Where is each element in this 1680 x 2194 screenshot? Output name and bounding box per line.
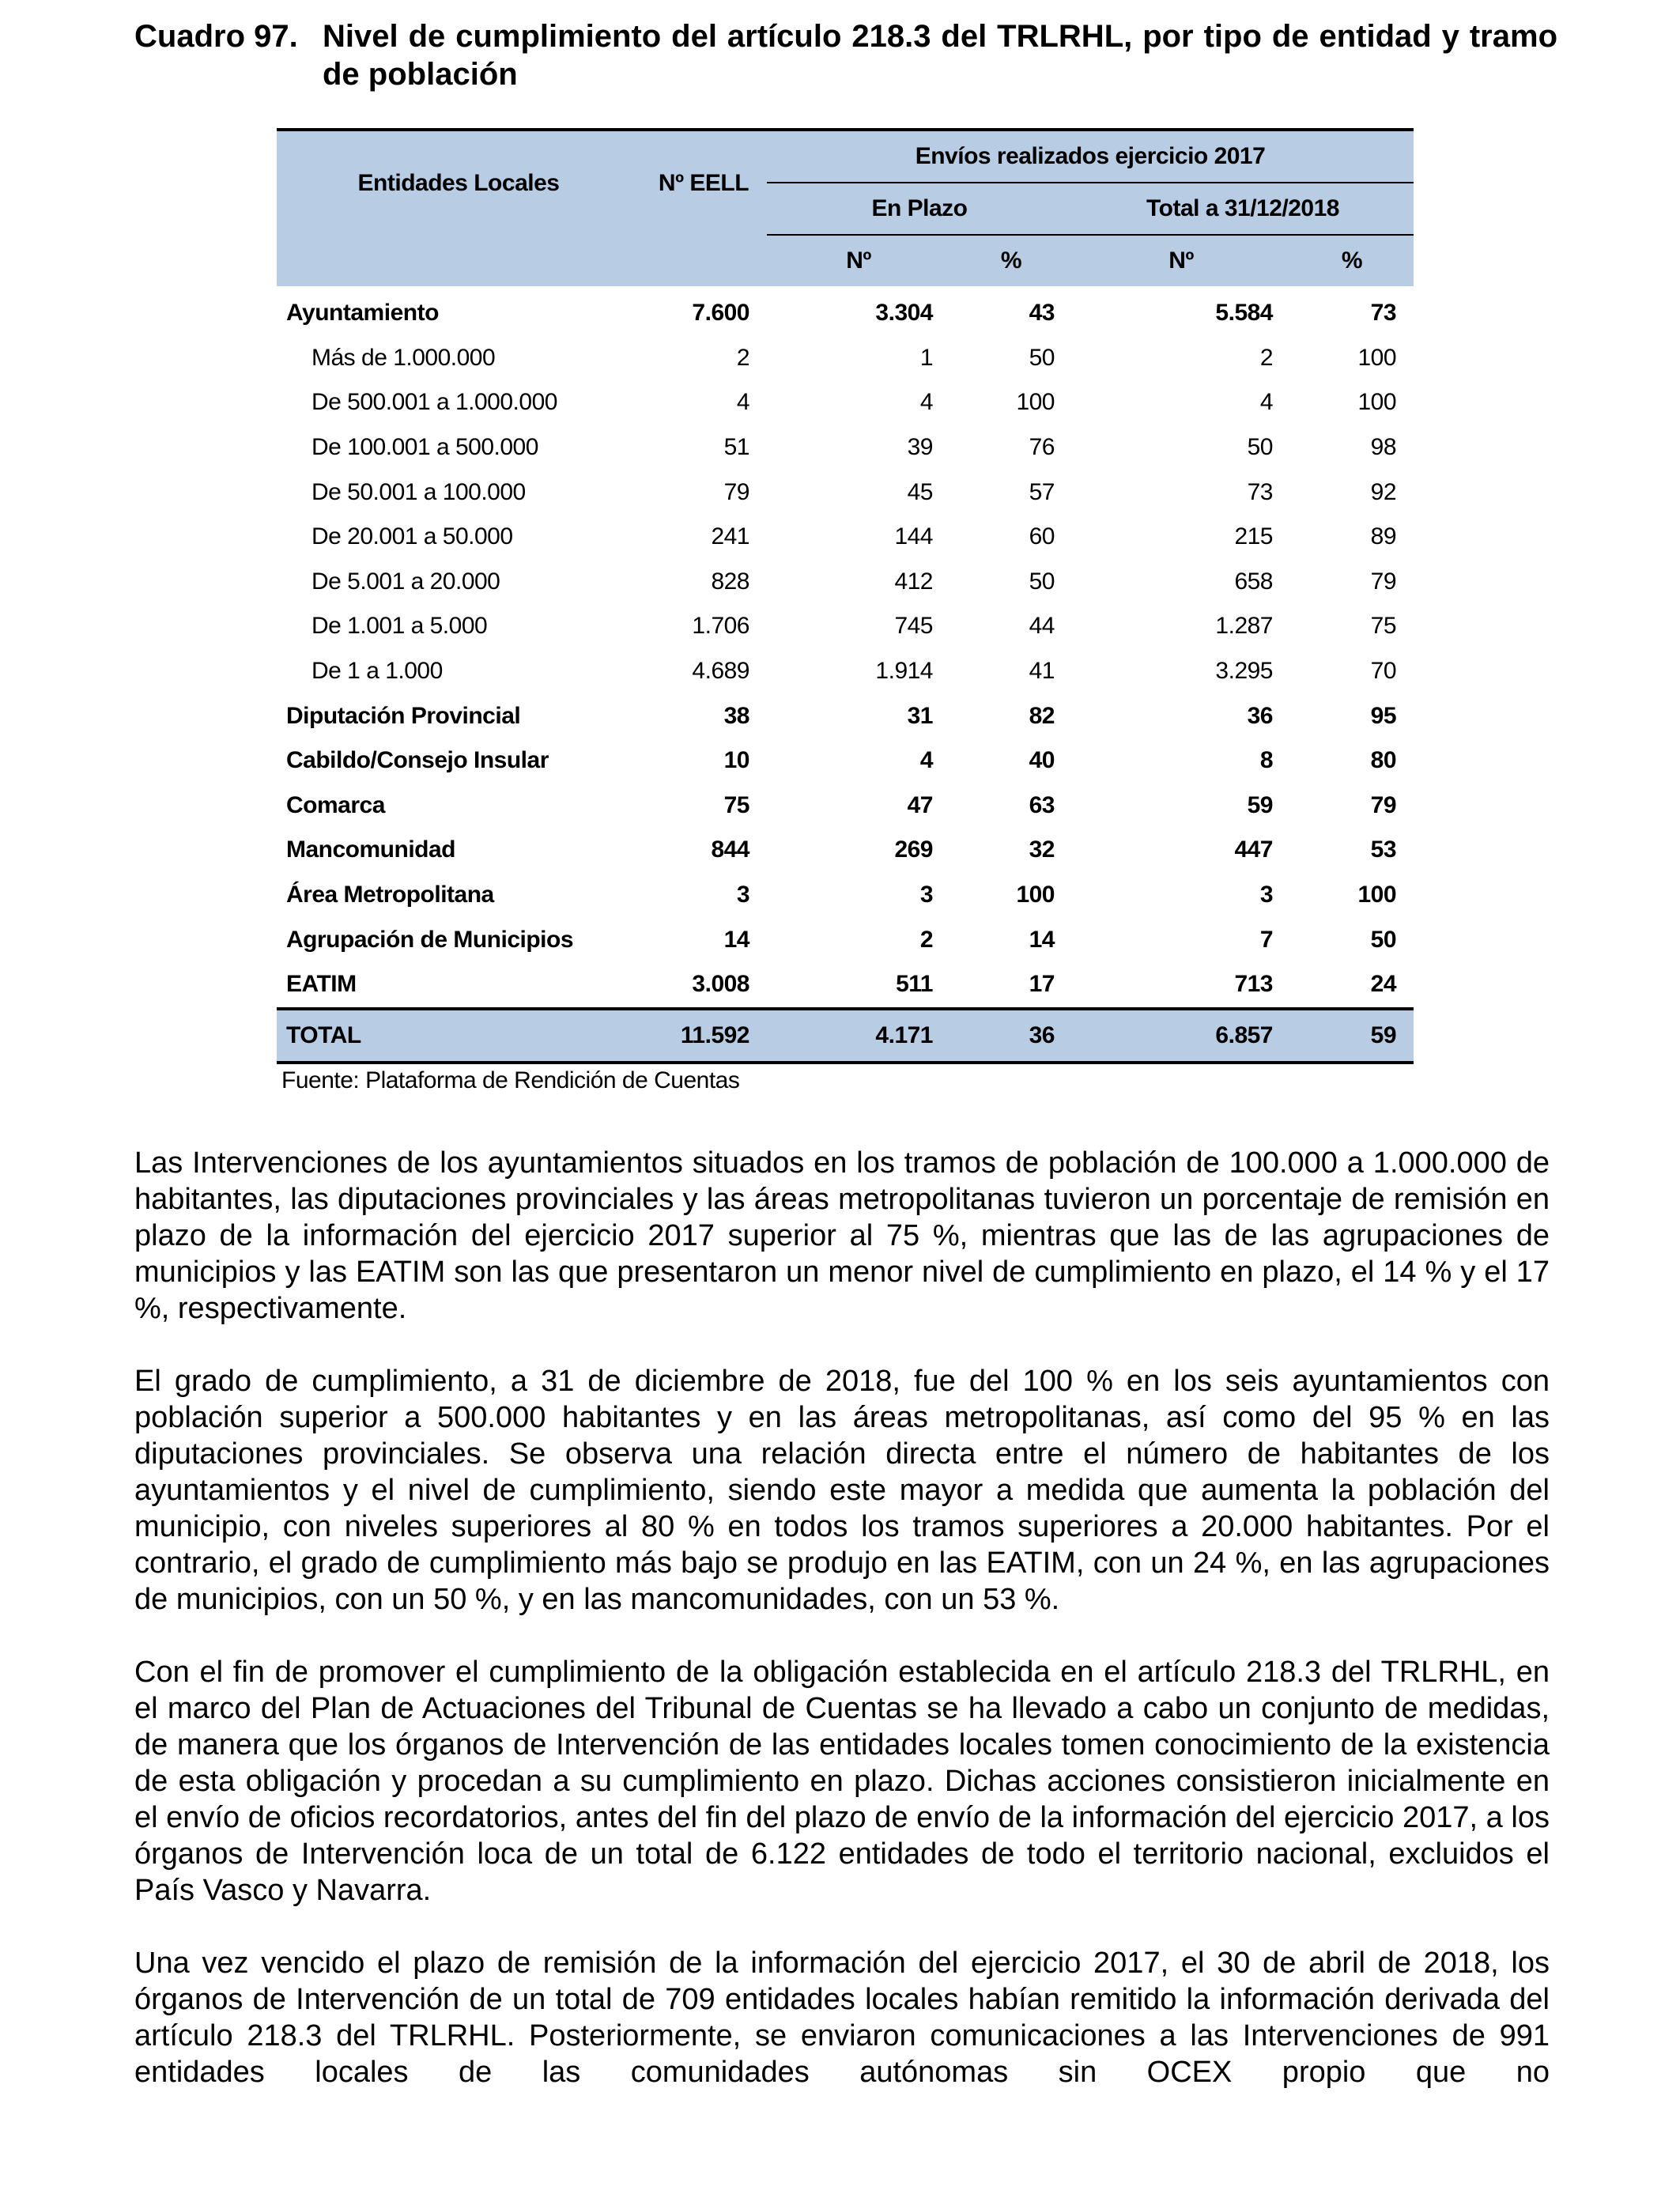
cell-total-n: 3 [1259, 882, 1273, 908]
cell-total-p: 98 [1370, 434, 1397, 461]
compliance-table [277, 128, 1414, 1064]
body-text [134, 1145, 1550, 2090]
row-label: TOTAL [277, 1009, 640, 1063]
cell-total-n: 4 [1259, 389, 1273, 416]
caption-number: Cuadro 97. [134, 19, 298, 54]
table-row [277, 425, 1414, 470]
cell-total-p: 92 [1370, 478, 1397, 505]
cell-eell: 241 [711, 523, 749, 550]
cell-total-p: 59 [1290, 1009, 1414, 1063]
table-row [277, 784, 1414, 829]
table-row [277, 917, 1414, 962]
header-num-eell: Nº EELL [640, 130, 767, 235]
cell-total-n: 215 [1234, 523, 1273, 550]
cell-total-n: 1.287 [1215, 613, 1273, 640]
header-plazo-pct: % [950, 235, 1072, 286]
cell-total-p: 70 [1370, 658, 1397, 685]
table-caption [134, 17, 1557, 93]
cell-plazo-n: 269 [894, 836, 933, 863]
cell-plazo-n: 144 [894, 523, 933, 550]
cell-eell: 2 [736, 344, 749, 371]
cell-plazo-p: 14 [1029, 926, 1055, 953]
paragraph: El grado de cumplimiento, a 31 de diciembre de 2018, fue del 100 % en los seis ayuntamientos con población superior a 500.000 habitantes y en las áreas metropolitanas, así como del 95 % en las diputaciones provinciales. Se observa una relación directa entre el número de habitantes de los ayuntamientos y el nivel de cumplimiento, siendo este mayor a medida que aumenta la población del municipio, con niveles superiores al 80 % en todos los tramos superiores a 20.000 habitantes. Por el contrario, el grado de cumplimiento más bajo se produjo en las EATIM, con un 24 %, en las agrupaciones de municipios, con un 50 %, y en las mancomunidades, con un 53 %. [134, 1365, 1550, 1616]
cell-eell: 38 [723, 702, 749, 729]
cell-eell: 4 [736, 389, 749, 416]
header-total-pct: % [1290, 235, 1414, 286]
row-label: Mancomunidad [286, 836, 456, 863]
row-label: Más de 1.000.000 [311, 344, 496, 371]
cell-total-n: 2 [1259, 344, 1273, 371]
cell-total-p: 50 [1370, 926, 1397, 953]
header-total-num: Nº [1072, 235, 1290, 286]
row-label: De 1 a 1.000 [311, 658, 443, 685]
cell-plazo-p: 44 [1029, 613, 1055, 640]
table-row [277, 286, 1414, 336]
row-label: Área Metropolitana [286, 882, 494, 908]
cell-eell: 14 [723, 926, 749, 953]
cell-total-p: 100 [1357, 882, 1397, 908]
cell-plazo-p: 36 [950, 1009, 1072, 1063]
cell-total-p: 100 [1357, 389, 1397, 416]
paragraph: Las Intervenciones de los ayuntamientos situados en los tramos de población de 100.000 a 1.000.000 de habitantes, las diputaciones provinciales y las áreas metropolitanas tuvieron un porcentaje de remisión en plazo de la información del ejercicio 2017 superior al 75 %, mientras que las de las agrupaciones de municipios y las EATIM son las que presentaron un menor nivel de cumplimiento en plazo, el 14 % y el 17 %, respectivamente. [134, 1146, 1550, 1325]
table-row [277, 873, 1414, 918]
cell-plazo-p: 63 [1029, 791, 1055, 818]
cell-total-n: 3.295 [1215, 658, 1273, 685]
cell-eell: 3 [736, 882, 749, 908]
cell-total-n: 8 [1259, 747, 1273, 774]
paragraph: Con el fin de promover el cumplimiento de la obligación establecida en el artículo 218.3 del TRLRHL, en el marco del Plan de Actuaciones del Tribunal de Cuentas se ha llevado a cabo un conjunto de medidas, de manera que los órganos de Intervención de las entidades locales tomen conocimiento de la existencia de esta obligación y procedan a su cumplimiento en plazo. Dichas acciones consistieron inicialmente en el envío de oficios recordatorios, antes del fin del plazo de envío de la información del ejercicio 2017, a los órganos de Intervención loca de un total de 6.122 entidades de todo el territorio nacional, excluidos el País Vasco y Navarra. [134, 1656, 1550, 1907]
cell-plazo-n: 39 [907, 434, 933, 461]
compliance-table-container [277, 128, 1414, 1094]
cell-plazo-p: 17 [1029, 971, 1055, 998]
cell-plazo-p: 41 [1029, 658, 1055, 685]
row-label: Agrupación de Municipios [286, 926, 574, 953]
cell-plazo-p: 82 [1029, 702, 1055, 729]
row-label: Comarca [286, 791, 385, 818]
table-row [277, 738, 1414, 784]
cell-total-n: 73 [1247, 478, 1273, 505]
cell-eell: 844 [711, 836, 749, 863]
cell-plazo-n: 4 [919, 747, 933, 774]
table-row [277, 560, 1414, 605]
cell-plazo-p: 57 [1029, 478, 1055, 505]
table-row [277, 962, 1414, 1009]
cell-total-p: 95 [1370, 702, 1397, 729]
header-envios: Envíos realizados ejercicio 2017 [767, 130, 1414, 183]
row-label: De 50.001 a 100.000 [311, 478, 526, 505]
cell-plazo-n: 4.171 [767, 1009, 950, 1063]
cell-total-n: 5.584 [1215, 300, 1273, 327]
cell-total-p: 75 [1370, 613, 1397, 640]
cell-eell: 10 [723, 747, 749, 774]
cell-eell: 7.600 [692, 300, 749, 327]
cell-total-n: 36 [1247, 702, 1273, 729]
cell-total-n: 59 [1247, 791, 1273, 818]
cell-total-n: 50 [1247, 434, 1273, 461]
cell-eell: 79 [723, 478, 749, 505]
cell-plazo-p: 76 [1029, 434, 1055, 461]
cell-total-p: 79 [1370, 568, 1397, 595]
cell-plazo-n: 745 [894, 613, 933, 640]
cell-plazo-n: 1.914 [875, 658, 933, 685]
row-label: De 5.001 a 20.000 [311, 568, 500, 595]
cell-plazo-n: 1 [919, 344, 933, 371]
cell-plazo-n: 412 [894, 568, 933, 595]
table-row [277, 604, 1414, 649]
row-label: De 1.001 a 5.000 [311, 613, 488, 640]
header-total-fecha: Total a 31/12/2018 [1072, 183, 1414, 235]
row-label: Ayuntamiento [286, 300, 439, 327]
row-label: De 20.001 a 50.000 [311, 523, 513, 550]
table-row [277, 380, 1414, 425]
cell-plazo-n: 4 [919, 389, 933, 416]
cell-plazo-n: 31 [907, 702, 933, 729]
row-label: EATIM [286, 971, 357, 998]
cell-total-n: 7 [1259, 926, 1273, 953]
row-label: Cabildo/Consejo Insular [286, 747, 549, 774]
cell-plazo-p: 100 [1016, 882, 1055, 908]
header-entidades: Entidades Locales [277, 130, 640, 235]
total-row [277, 1009, 1414, 1063]
cell-total-n: 6.857 [1072, 1009, 1290, 1063]
cell-total-p: 100 [1357, 344, 1397, 371]
row-label: De 100.001 a 500.000 [311, 434, 538, 461]
cell-plazo-n: 45 [907, 478, 933, 505]
cell-plazo-n: 47 [907, 791, 933, 818]
cell-plazo-p: 50 [1029, 344, 1055, 371]
table-row [277, 515, 1414, 560]
cell-plazo-p: 32 [1029, 836, 1055, 863]
cell-total-p: 53 [1370, 836, 1397, 863]
cell-total-p: 80 [1370, 747, 1397, 774]
cell-plazo-p: 50 [1029, 568, 1055, 595]
cell-total-p: 24 [1370, 971, 1397, 998]
cell-eell: 75 [723, 791, 749, 818]
cell-total-p: 89 [1370, 523, 1397, 550]
cell-eell: 828 [711, 568, 749, 595]
row-label: Diputación Provincial [286, 702, 521, 729]
table-row [277, 649, 1414, 694]
cell-eell: 11.592 [640, 1009, 767, 1063]
paragraph: Una vez vencido el plazo de remisión de la información del ejercicio 2017, el 30 de abril de 2018, los órganos de Intervención de un total de 709 entidades locales habían remitido la información derivada del artículo 218.3 del TRLRHL. Posteriormente, se enviaron comunicaciones a las Intervenciones de 991 entidades locales de las comunidades autónomas sin OCEX propio que no [134, 1947, 1550, 2089]
cell-total-n: 658 [1234, 568, 1273, 595]
cell-plazo-p: 60 [1029, 523, 1055, 550]
cell-eell: 4.689 [692, 658, 749, 685]
header-plazo-num: Nº [767, 235, 950, 286]
table-row [277, 693, 1414, 738]
table-row [277, 336, 1414, 381]
cell-total-n: 447 [1234, 836, 1273, 863]
header-en-plazo: En Plazo [767, 183, 1072, 235]
table-row [277, 470, 1414, 515]
cell-plazo-p: 43 [1029, 300, 1055, 327]
row-label: De 500.001 a 1.000.000 [311, 389, 557, 416]
cell-eell: 3.008 [692, 971, 749, 998]
cell-total-p: 73 [1370, 300, 1397, 327]
caption-title: Nivel de cumplimiento del artículo 218.3 del TRLRHL, por tipo de entidad y tramo de población [323, 19, 1557, 92]
cell-plazo-n: 3.304 [875, 300, 933, 327]
cell-plazo-p: 100 [1016, 389, 1055, 416]
cell-total-n: 713 [1234, 971, 1273, 998]
cell-eell: 51 [723, 434, 749, 461]
cell-total-p: 79 [1370, 791, 1397, 818]
cell-plazo-n: 3 [919, 882, 933, 908]
table-row [277, 828, 1414, 873]
cell-plazo-p: 40 [1029, 747, 1055, 774]
cell-eell: 1.706 [692, 613, 749, 640]
cell-plazo-n: 2 [919, 926, 933, 953]
table-source: Fuente: Plataforma de Rendición de Cuentas [281, 1067, 740, 1093]
cell-plazo-n: 511 [896, 971, 933, 998]
